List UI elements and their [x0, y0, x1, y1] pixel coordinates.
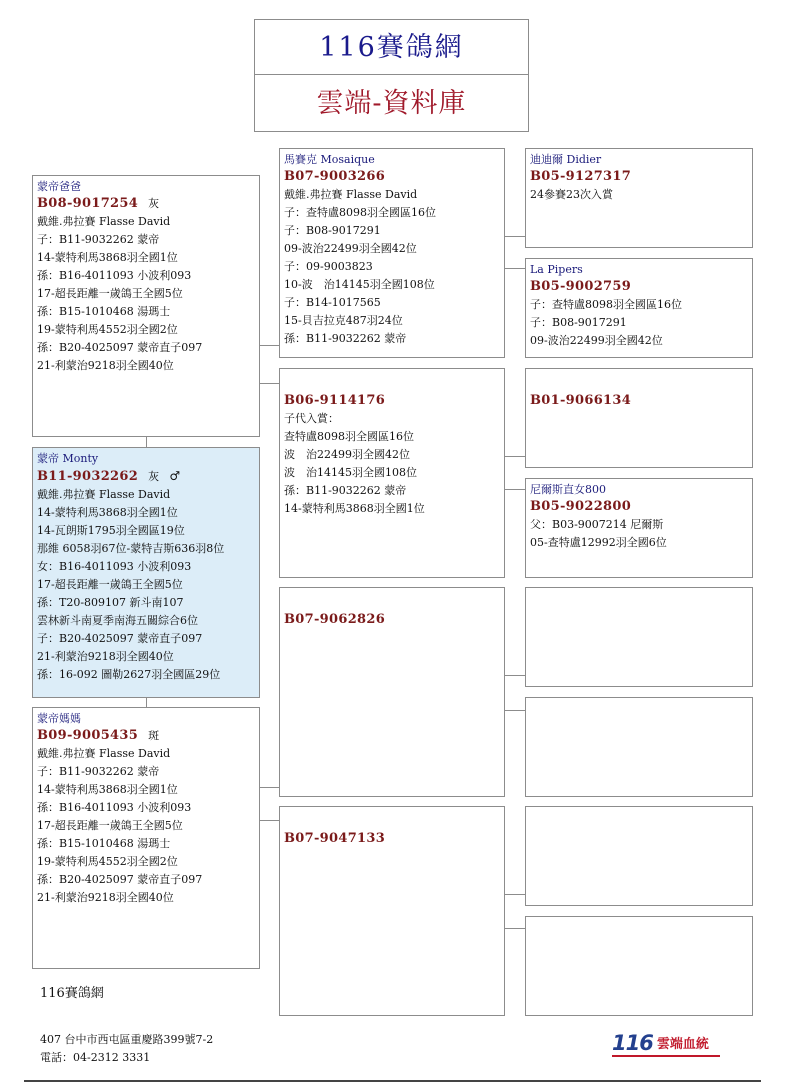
connector-line [260, 787, 279, 788]
logo-underline [612, 1055, 720, 1057]
sire-ring: B08-9017254 灰 [37, 196, 160, 211]
granddam-paternal-ring: B06-9114176 [284, 393, 386, 408]
granddam-maternal-ring: B07-9047133 [284, 831, 386, 846]
connector-line [146, 437, 147, 447]
grandsire-maternal-card[interactable] [279, 587, 505, 797]
ggd4-card[interactable] [525, 916, 753, 1016]
granddam-maternal-card[interactable] [279, 806, 505, 1016]
ggd2-details: 父：B03-9007214 尼爾斯 05-查特盧12992羽全國6位 [530, 518, 667, 549]
ggs1-name: 迪迪爾 Didier [530, 153, 602, 166]
ggd1-details: 子：查特盧8098羽全國區16位 子：B08-9017291 09-波治22499羽全國42位 [530, 298, 682, 347]
ggd2-ring: B05-9022800 [530, 499, 632, 514]
connector-line [146, 698, 147, 707]
ggs2-ring: B01-9066134 [530, 393, 632, 408]
connector-line [505, 894, 525, 895]
footer-address: 407 台中市西屯區重慶路399號7-2 [40, 1033, 214, 1046]
ggd1-card[interactable] [525, 258, 753, 358]
ggs1-ring: B05-9127317 [530, 169, 632, 184]
bottom-rule [24, 1080, 761, 1082]
dam-details: 戴維.弗拉賽 Flasse David 子：B11-9032262 蒙帝 14-蒙特利馬3868羽全國1位 孫：B16-4011093 小波利093 17-超長距離一歲鴿王全國5位 孫：B15-1010468 湯瑪士 19-蒙特利馬4552羽全國2位 孫：B20-4025097 蒙帝直子097 21-利蒙治9218羽全國40位 [37, 747, 203, 904]
ggs1-card[interactable] [525, 148, 753, 248]
ggd1-name: La Pipers [530, 263, 583, 276]
subject-name: 蒙帝 Monty [37, 452, 99, 465]
subject-ring: B11-9032262 灰 ♂ [37, 469, 181, 484]
grandsire-paternal-details: 戴維.弗拉賽 Flasse David 子：查特盧8098羽全國區16位 子：B08-9017291 09-波治22499羽全國42位 子：09-9003823 10-波 治14145羽全國108位 子：B14-1017565 15-貝吉拉克487羽24位 孫：B11-9032262 蒙帝 [284, 188, 436, 345]
footer-company: 116賽鴿網 [40, 986, 104, 1001]
ggs1-detail: 24參賽23次入賞 [530, 188, 613, 201]
connector-line [505, 236, 525, 237]
logo-number: 116 [612, 1031, 653, 1055]
dam-color: 斑 [148, 729, 160, 742]
ggd3-card[interactable] [525, 697, 753, 797]
connector-line [505, 456, 525, 457]
ggs4-card[interactable] [525, 806, 753, 906]
dam-card[interactable] [32, 707, 260, 969]
logo-text: 雲端血統 [656, 1037, 709, 1052]
subject-card[interactable] [32, 447, 260, 698]
header-subtitle-box [254, 74, 529, 132]
logo [612, 1031, 709, 1055]
male-icon: ♂ [169, 469, 181, 483]
ggd1-ring: B05-9002759 [530, 279, 632, 294]
sire-name: 蒙帝爸爸 [37, 180, 81, 193]
header-title-box [254, 19, 529, 75]
site-title: 116賽鴿網 [319, 32, 464, 63]
footer-phone: 電話：04-2312 3331 [40, 1051, 151, 1064]
grandsire-maternal-ring: B07-9062826 [284, 612, 386, 627]
connector-line [505, 675, 525, 676]
connector-line [260, 345, 279, 346]
connector-line [505, 489, 525, 490]
database-subtitle: 雲端-資料庫 [316, 88, 467, 119]
sire-color: 灰 [148, 197, 160, 210]
connector-line [260, 383, 279, 384]
ggs3-card[interactable] [525, 587, 753, 687]
ggs2-card[interactable] [525, 368, 753, 468]
connector-line [505, 710, 525, 711]
granddam-paternal-card[interactable] [279, 368, 505, 578]
ggd2-card[interactable] [525, 478, 753, 578]
dam-name: 蒙帝媽媽 [37, 712, 81, 725]
granddam-paternal-details: 子代入賞： 查特盧8098羽全國區16位 波 治22499羽全國42位 波 治14145羽全國108位 孫：B11-9032262 蒙帝 14-蒙特利馬3868羽全國1位 [284, 412, 425, 515]
grandsire-paternal-ring: B07-9003266 [284, 169, 386, 184]
sire-details: 戴維.弗拉賽 Flasse David 子：B11-9032262 蒙帝 14-蒙特利馬3868羽全國1位 孫：B16-4011093 小波利093 17-超長距離一歲鴿王全國5位 孫：B15-1010468 湯瑪士 19-蒙特利馬4552羽全國2位 孫：B20-4025097 蒙帝直子097 21-利蒙治9218羽全國40位 [37, 215, 203, 372]
dam-ring: B09-9005435 斑 [37, 728, 160, 743]
grandsire-paternal-name: 馬賽克 Mosaique [284, 153, 375, 166]
sire-card[interactable] [32, 175, 260, 437]
subject-color: 灰 [148, 470, 160, 483]
ggd2-name: 尼爾斯直女800 [530, 483, 606, 496]
grandsire-paternal-card[interactable] [279, 148, 505, 358]
subject-details: 戴維.弗拉賽 Flasse David 14-蒙特利馬3868羽全國1位 14-瓦朗斯1795羽全國區19位 那維 6058羽67位-蒙特吉斯636羽8位 女：B16-4011093 小波利093 17-超長距離一歲鴿王全國5位 孫：T20-809107 新斗南107 雲林新斗南夏季南海五關綜合6位 子：B20-4025097 蒙帝直子097 21-利蒙治9218羽全國40位 孫：16-092 圖勒2627羽全國區29位 [37, 488, 225, 681]
connector-line [260, 820, 279, 821]
connector-line [505, 928, 525, 929]
connector-line [505, 268, 525, 269]
